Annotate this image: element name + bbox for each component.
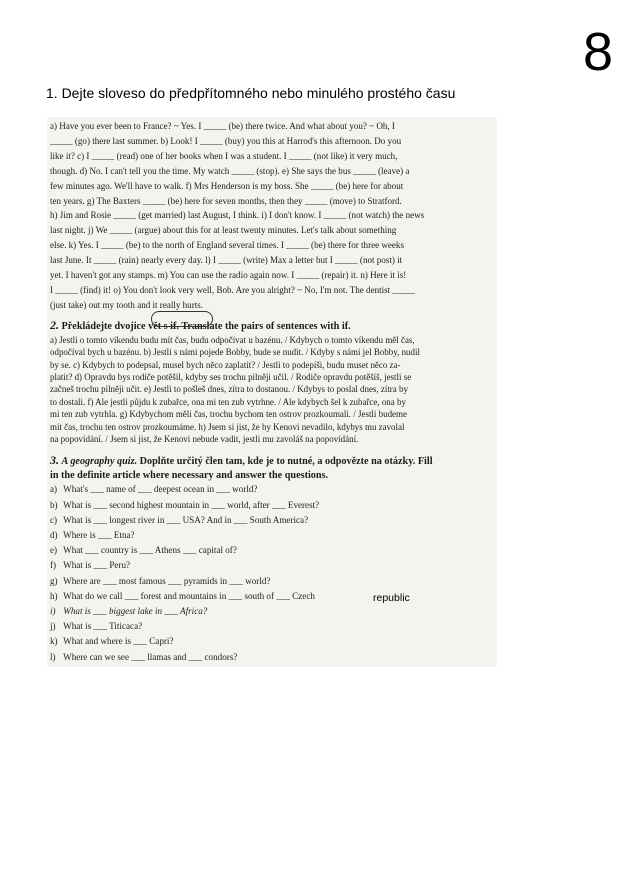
exercise-3-title [50, 454, 494, 482]
ex2-line: platit? d) Opravdu bys rodiče potěšil, kdyby ses trochu pilněji učil. / Rodiče opravdu potěšíš, jestli se [50, 372, 412, 382]
ex2-line: by se. c) Kdybych to podepsal, musel bych něco zaplatit? / Jestli to podepíši, budu muset něco za- [50, 359, 401, 370]
exercise-2-title [50, 319, 494, 333]
quiz-questions [50, 482, 494, 664]
quiz-question [50, 528, 494, 543]
question-label: l) [50, 651, 56, 662]
quiz-question [50, 543, 494, 558]
question-text: Where are ___ most famous ___ pyramids in ___ world? [63, 575, 271, 586]
quiz-question [50, 604, 494, 619]
question-label: i) [50, 606, 56, 617]
question-label: k) [50, 636, 58, 647]
exercise-1-text [50, 119, 494, 313]
exercise-3-title-line2: in the definite article where necessary and answer the questions. [50, 469, 329, 481]
question-label: a) [50, 484, 58, 495]
quiz-question [50, 574, 494, 589]
exercise-2-title-en: Translate the pairs of sentences with if. [181, 320, 351, 332]
exercise-2-title-cz: Překládejte dvojice vět s if. [61, 320, 179, 332]
quiz-question [50, 619, 494, 634]
quiz-question [50, 498, 494, 513]
ex2-line: na popovídání. / Jsem si jist, že Kenovi nebude vadit, jestli mu zavoláš na popovídání. [50, 434, 359, 445]
quiz-question [50, 482, 494, 497]
pen-circle-mark [151, 311, 213, 327]
question-label: b) [50, 499, 58, 510]
quiz-question [50, 589, 494, 604]
exercise-3-title-cz: Doplňte určitý člen tam, kde je to nutné, a odpovězte na otázky. Fill [139, 456, 433, 468]
ex1-line: last night. j) We _____ (argue) about this for at least twenty minutes. Let's talk about something [50, 225, 397, 236]
question-text: What is ___ Peru? [63, 560, 131, 571]
ex1-line: last June. It _____ (rain) nearly every day. l) I _____ (write) Max a letter but I _____ (not post) it [50, 255, 403, 266]
question-label: e) [50, 545, 58, 556]
ex1-line: like it? c) I _____ (read) one of her books when I was a student. I _____ (not like) it very much, [50, 150, 398, 161]
quiz-question [50, 634, 494, 649]
question-text: What's ___ name of ___ deepest ocean in ___ world? [63, 484, 258, 495]
question-text: What do we call ___ forest and mountains in ___ south of ___ Czech [63, 590, 315, 601]
ex1-line: else. k) Yes. I _____ (be) to the north of England several times. I _____ (be) there for three weeks [50, 240, 404, 251]
scanned-worksheet [47, 117, 497, 667]
exercise-3-number: 3. [50, 453, 59, 468]
ex1-line: (just take) out my tooth and it really hurts. [50, 299, 204, 310]
ex2-line: začneš trochu pilněji učit. e) Jestli to pošleš dnes, zítra to dostanou. / Kdybys to poslal dnes, zítra by [50, 384, 408, 395]
ex2-line: mi ten zub vytrhla. g) Kdybychom měli čas, trochu bychom ten ostrov prozkoumali. / Jestli budeme [50, 409, 407, 420]
page-number: 8 [583, 22, 614, 82]
question-label: c) [50, 514, 58, 525]
exercise-2-text [50, 334, 494, 446]
ex2-line: a) Jestli o tomto víkendu budu mít čas, budu odpočívat u bazénu. / Kdybych o tomto víkendu měl čas, [50, 334, 415, 345]
question-text: What is ___ second highest mountain in ___ world, after ___ Everest? [63, 499, 320, 510]
quiz-question [50, 513, 494, 528]
ex1-line: ten years. g) The Baxters _____ (be) here for seven months, then they _____ (move) to Stratford. [50, 195, 402, 206]
ex2-line: mít čas, trochu ten ostrov prozkoumáme. h) Jsem si jist, že by Kenovi nevadilo, kdybys mu zavolal [50, 421, 405, 432]
ex1-line: yet. I haven't got any stamps. m) You can use the radio again now. I _____ (repair) it. n) Here it is! [50, 270, 407, 281]
ex1-line: few minutes ago. We'll have to walk. f) Mrs Henderson is my boss. She _____ (be) here for about [50, 180, 404, 191]
ex1-line: _____ (go) there last summer. b) Look! I _____ (buy) you this at Harrod's this afternoon. Do you [50, 135, 402, 146]
question-text: What and where is ___ Capri? [63, 636, 174, 647]
quiz-question [50, 558, 494, 573]
ex2-line: odpočíval bych u bazénu. b) Jestli s námi pojede Bobby, bude se nudit. / Kdyby s námi jel Bobby, nudil [50, 347, 420, 358]
ex1-line: though. d) No. I can't tell you the time. My watch _____ (stop). e) She says the bus _____ (leave) a [50, 165, 410, 176]
question-label: f) [50, 560, 57, 571]
question-text: What is ___ biggest lake in ___ Africa? [63, 606, 208, 617]
ex1-line: a) Have you ever been to France? ~ Yes. I _____ (be) there twice. And what about you? ~ Oh, I [50, 121, 395, 131]
ex1-line: I _____ (find) it! o) You don't look very well, Bob. Are you alright? ~ No, I'm not. The dentist _____ [50, 284, 416, 295]
question-label: g) [50, 575, 58, 586]
ex1-line: h) Jim and Rosie _____ (get married) last August, I think. i) I don't know. I _____ (not watch) the news [50, 210, 425, 221]
quiz-question [50, 650, 494, 665]
question-text: Where can we see ___ llamas and ___ condors? [63, 651, 238, 662]
typed-addition-republic: republic [373, 592, 410, 604]
page-heading: 1. Dejte sloveso do předpřítomného nebo minulého prostého času [46, 85, 456, 101]
exercise-2-number: 2. [50, 317, 59, 332]
question-label: d) [50, 530, 58, 541]
exercise-3-title-en: A geography quiz. [61, 456, 138, 468]
ex2-line: to dostali. f) Ale jestli půjdu k zubařce, ona mi ten zub vytrhne. / Ale kdybych šel k zubařce, ona by [50, 396, 406, 407]
question-text: What is ___ longest river in ___ USA? And in ___ South America? [63, 514, 309, 525]
question-label: j) [50, 621, 56, 632]
question-text: Where is ___ Etna? [63, 530, 135, 541]
question-text: What ___ country is ___ Athens ___ capital of? [63, 545, 237, 556]
question-label: h) [50, 590, 58, 601]
question-text: What is ___ Titicaca? [63, 621, 143, 632]
